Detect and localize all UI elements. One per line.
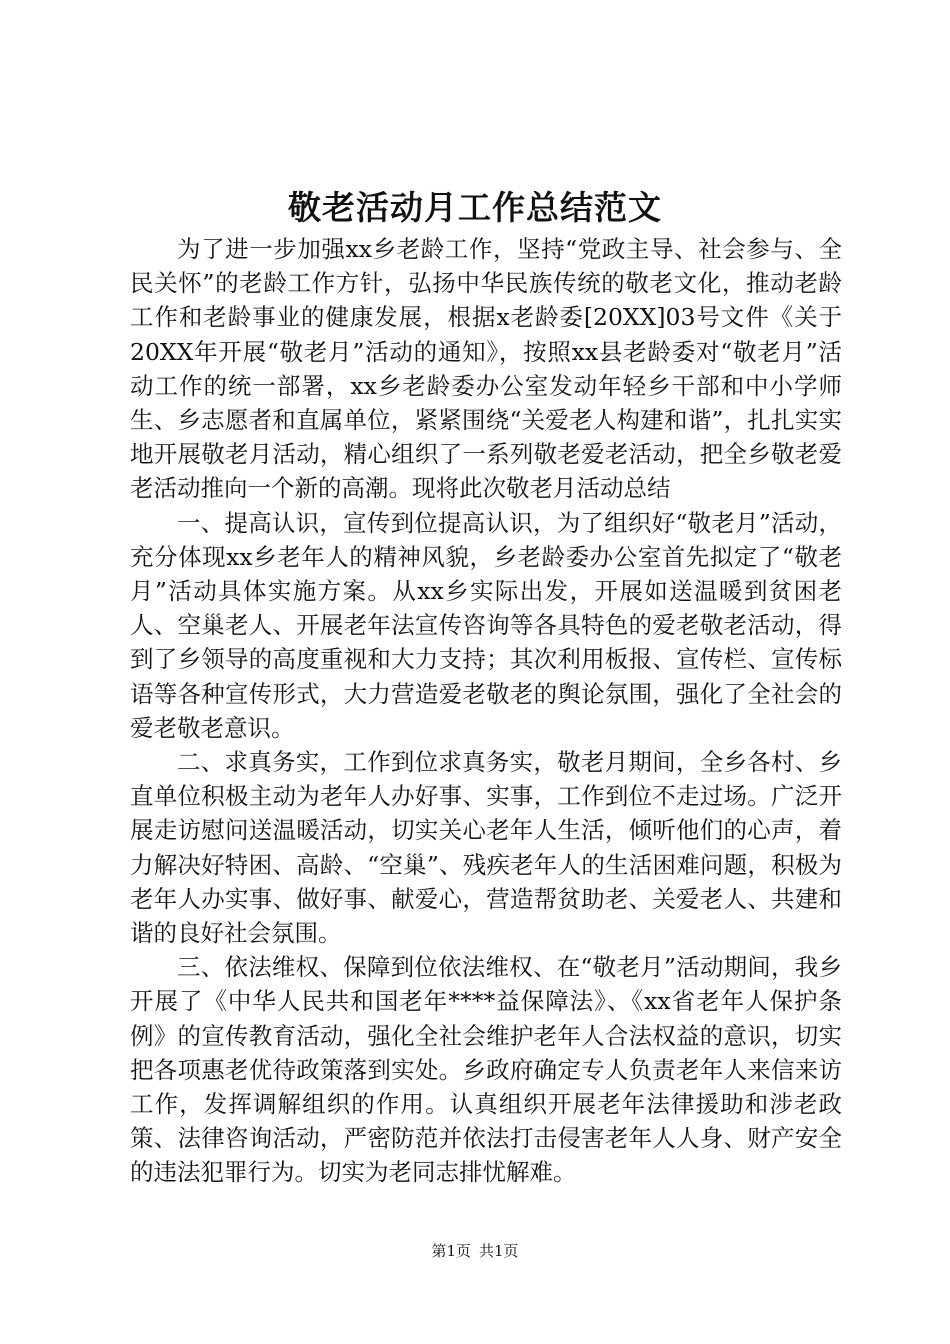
paragraph-section-3: 三、依法维权、保障到位依法维权、在“敬老月”活动期间，我乡开展了《中华人民共和国老年****益保障法》、《xx省老年人保护条例》的宣传教育活动，强化全社会维护老年人合法权益的意识，切实把各项惠老优待政策落到实处。乡政府确定专人负责老年人来信来访工作，发挥调解组织的作用。认真组织开展老年法律援助和涉老政策、法律咨询活动，严密防范并依法打击侵害老年人人身、财产安全的违法犯罪行为。切实为老同志排忧解难。 [130, 953, 842, 1187]
paragraph-section-1: 一、提高认识，宣传到位提高认识，为了组织好“敬老月”活动，充分体现xx乡老年人的精神风貌，乡老龄委办公室首先拟定了“敬老月”活动具体实施方案。从xx乡实际出发，开展如送温暖到贫困老人、空巢老人、开展老年法宣传咨询等各具特色的爱老敬老活动，得到了乡领导的高度重视和大力支持；其次利用板报、宣传栏、宣传标语等各种宣传形式，大力营造爱老敬老的舆论氛围，强化了全社会的爱老敬老意识。 [130, 508, 842, 742]
document-title: 敬老活动月工作总结范文 [288, 188, 662, 227]
paragraph-intro: 为了进一步加强xx乡老龄工作，坚持“党政主导、社会参与、全民关怀”的老龄工作方针，弘扬中华民族传统的敬老文化，推动老龄工作和老龄事业的健康发展，根据x老龄委[20XX]03号文件《关于20XX年开展“敬老月”活动的通知》，按照xx县老龄委对“敬老月”活动工作的统一部署，xx乡老龄委办公室发动年轻乡干部和中小学师生、乡志愿者和直属单位，紧紧围绕“关爱老人构建和谐”，扎扎实实地开展敬老月活动，精心组织了一系列敬老爱老活动，把全乡敬老爱老活动推向一个新的高潮。现将此次敬老月活动总结 [130, 235, 842, 503]
page-number: 第1页 [431, 1242, 471, 1260]
paragraph-section-2: 二、求真务实，工作到位求真务实，敬老月期间，全乡各村、乡直单位积极主动为老年人办好事、实事，工作到位不走过场。广泛开展走访慰问送温暖活动，切实关心老年人生活，倾听他们的心声，着力解决好特困、高龄、“空巢”、残疾老年人的生活困难问题，积极为老年人办实事、做好事、献爱心，营造帮贫助老、关爱老人、共建和谐的良好社会氛围。 [130, 748, 842, 948]
page-total: 共1页 [479, 1242, 519, 1260]
page-footer [0, 1241, 950, 1261]
document-body [130, 232, 842, 1190]
